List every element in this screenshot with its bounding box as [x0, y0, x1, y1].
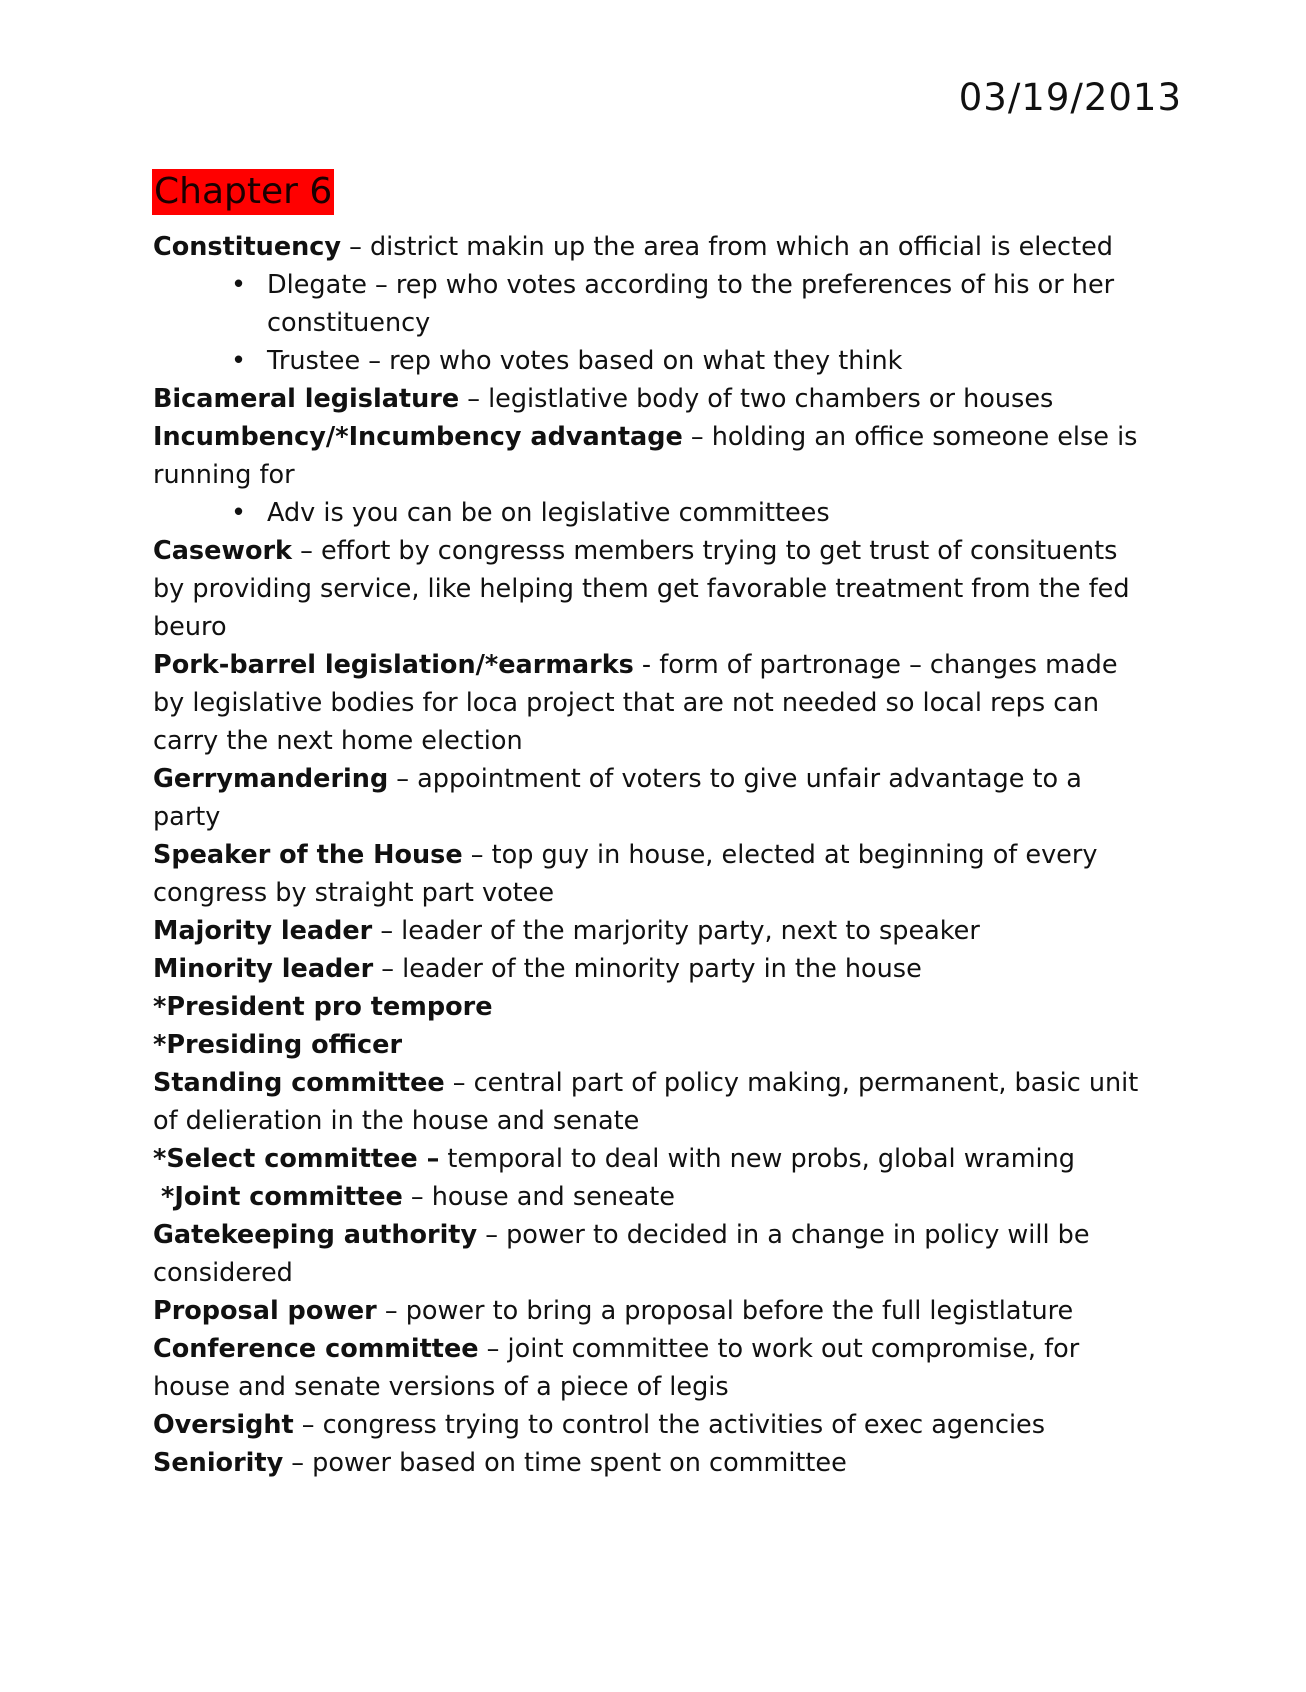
definition: – house and seneate	[402, 1182, 675, 1212]
entry-pork-barrel	[153, 646, 1153, 760]
term: Pork-barrel legislation/*earmarks	[153, 650, 634, 680]
definition: – congress trying to control the activities of exec agencies	[293, 1410, 1046, 1440]
entry-constituency	[153, 228, 1153, 266]
entry-president-pro-tempore	[153, 988, 1153, 1026]
entry-casework	[153, 532, 1153, 646]
entry-joint-committee	[153, 1178, 1153, 1216]
term: *Joint committee	[161, 1182, 403, 1212]
entry-minority-leader	[153, 950, 1153, 988]
entry-select-committee	[153, 1140, 1153, 1178]
term: Oversight	[153, 1410, 294, 1440]
bullet-item-adv	[231, 494, 1153, 532]
term: Speaker of the House	[153, 840, 463, 870]
entry-gatekeeping-authority	[153, 1216, 1153, 1292]
bullet-text: Dlegate – rep who votes according to the preferences of his or her constituency	[267, 270, 1115, 338]
term: Standing committee	[153, 1068, 445, 1098]
bullet-item-dlegate	[231, 266, 1153, 342]
term: *President pro tempore	[153, 992, 493, 1022]
entry-presiding-officer	[153, 1026, 1153, 1064]
definition: temporal to deal with new probs, global wraming	[439, 1144, 1075, 1174]
bullet-text: Adv is you can be on legislative committees	[267, 498, 830, 528]
bullet-icon: •	[231, 270, 247, 300]
bullet-item-trustee	[231, 342, 1153, 380]
chapter-heading: Chapter 6	[152, 169, 334, 215]
definition: – effort by congresss members trying to get trust of consituents by providing service, like helping them get favorable treatment from the fed beuro	[153, 536, 1130, 642]
definition: - form of partronage – changes made by legislative bodies for loca project that are not needed so local reps can carry the next home election	[153, 650, 1118, 756]
definition: – joint committee to work out compromise, for house and senate versions of a piece of legis	[153, 1334, 1080, 1402]
entry-speaker	[153, 836, 1153, 912]
term: Minority leader	[153, 954, 374, 984]
entry-standing-committee	[153, 1064, 1153, 1140]
entry-bicameral	[153, 380, 1153, 418]
term: Constituency	[153, 232, 342, 262]
entry-oversight	[153, 1406, 1153, 1444]
definition: – central part of policy making, permanent, basic unit of delieration in the house and senate	[153, 1068, 1139, 1136]
definition: – district makin up the area from which an official is elected	[341, 232, 1113, 262]
notes-body	[153, 228, 1153, 1482]
document-date: 03/19/2013	[958, 76, 1182, 119]
bullet-text: Trustee – rep who votes based on what they think	[267, 346, 903, 376]
term: Incumbency/*Incumbency advantage	[153, 422, 683, 452]
entry-gerrymandering	[153, 760, 1153, 836]
definition: – holding an office someone else is running for	[153, 422, 1138, 490]
definition: – top guy in house, elected at beginning of every congress by straight part votee	[153, 840, 1098, 908]
definition: – power to decided in a change in policy will be considered	[153, 1220, 1090, 1288]
entry-seniority	[153, 1444, 1153, 1482]
term: Casework	[153, 536, 293, 566]
term: *Presiding officer	[153, 1030, 403, 1060]
term: Conference committee	[153, 1334, 479, 1364]
definition: – legistlative body of two chambers or houses	[459, 384, 1054, 414]
bullet-icon: •	[231, 346, 247, 376]
term: Proposal power	[153, 1296, 377, 1326]
bullet-icon: •	[231, 498, 247, 528]
definition: – leader of the minority party in the house	[373, 954, 922, 984]
definition: – appointment of voters to give unfair advantage to a party	[153, 764, 1082, 832]
entry-proposal-power	[153, 1292, 1153, 1330]
term: Gerrymandering	[153, 764, 389, 794]
term: *Select committee –	[153, 1144, 440, 1174]
entry-conference-committee	[153, 1330, 1153, 1406]
entry-incumbency	[153, 418, 1153, 494]
term: Seniority	[153, 1448, 284, 1478]
term: Majority leader	[153, 916, 373, 946]
definition: – power based on time spent on committee	[283, 1448, 847, 1478]
definition: – power to bring a proposal before the full legistlature	[376, 1296, 1074, 1326]
entry-majority-leader	[153, 912, 1153, 950]
term: Bicameral legislature	[153, 384, 460, 414]
definition: – leader of the marjority party, next to speaker	[372, 916, 980, 946]
term: Gatekeeping authority	[153, 1220, 478, 1250]
